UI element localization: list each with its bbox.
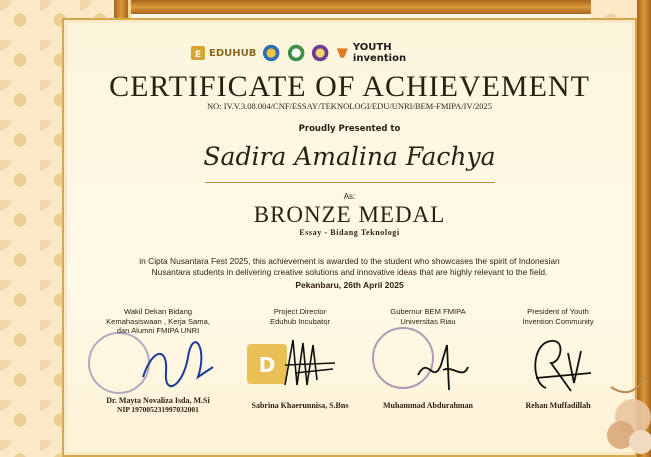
role-line: Project Director	[273, 307, 327, 316]
description-line-2: Nusantara students in delivering creative solutions and innovative ideas that are highly relevant to the field.	[151, 267, 548, 277]
logo-row	[190, 42, 440, 64]
role-line: President of Youth	[527, 307, 589, 316]
eduhub-logo	[190, 45, 256, 61]
signature-drawing	[138, 337, 218, 392]
faculty-crest-icon	[311, 43, 329, 63]
role-line: dan Alumni FMIPA UNRI	[116, 326, 200, 335]
signature-drawing	[275, 335, 345, 395]
certificate-number: NO: IV.V.3.08.004/CNF/ESSAY/TEKNOLOGI/EDU/UNRI/BEM-FMIPA/IV/2025	[206, 101, 492, 111]
signer-nip: NIP 197005231997032001	[117, 405, 199, 414]
award-medal: BRONZE MEDAL	[253, 202, 446, 227]
signature-block-youth-president	[488, 307, 628, 410]
gold-border-top	[114, 0, 651, 14]
svg-text:D: D	[258, 353, 276, 377]
presented-to-label: Proudly Presented to	[298, 124, 401, 134]
signer-name: Dr. Mayta Novaliza Isda, M.Si	[106, 396, 210, 405]
signer-name: Rehan Muffadillah	[525, 401, 591, 410]
eduhub-logo-text: EDUHUB	[209, 47, 257, 59]
role-line: Gubernur BEM FMIPA	[390, 307, 466, 316]
role-line: Invention Community	[522, 316, 594, 326]
svg-text:E: E	[194, 50, 202, 60]
signature-block-bem-governor	[358, 307, 498, 410]
role-line: Eduhub Incubator	[270, 316, 330, 326]
bem-crest-icon	[287, 43, 305, 63]
eduhub-logo-icon	[190, 45, 206, 61]
signature-block-vice-dean	[88, 307, 228, 414]
signature-drawing	[413, 335, 473, 395]
recipient-underline	[205, 182, 495, 183]
as-label: As:	[343, 192, 356, 201]
role-line: Universitas Riau	[400, 316, 456, 326]
role-line: Kemahasiswaan , Kerja Sama,	[106, 316, 210, 326]
signature-block-project-director	[230, 307, 370, 410]
university-crest-icon	[262, 43, 280, 63]
decorative-flower-icon	[581, 347, 651, 457]
youth-invention-logo-text: YOUTH invention	[352, 42, 407, 64]
place-date: Pekanbaru, 26th April 2025	[295, 280, 404, 290]
certificate-title: CERTIFICATE OF ACHIEVEMENT	[109, 70, 590, 103]
signer-name: Sabrina Khaerunnisa, S.Bns	[251, 401, 349, 410]
youth-invention-logo	[335, 42, 440, 64]
signer-name: Muhammad Abdurahman	[382, 401, 474, 410]
recipient-name: Sadira Amalina Fachya	[203, 142, 496, 171]
award-description	[72, 256, 627, 278]
award-category: Essay - Bidang Teknologi	[299, 228, 400, 237]
role-line: Wakil Dekan Bidang	[123, 307, 193, 316]
youth-invention-logo-icon	[335, 45, 350, 61]
description-line-1: in Cipta Nusantara Fest 2025, this achievement is awarded to the student who showcases the spirit of Indonesian	[139, 256, 560, 266]
